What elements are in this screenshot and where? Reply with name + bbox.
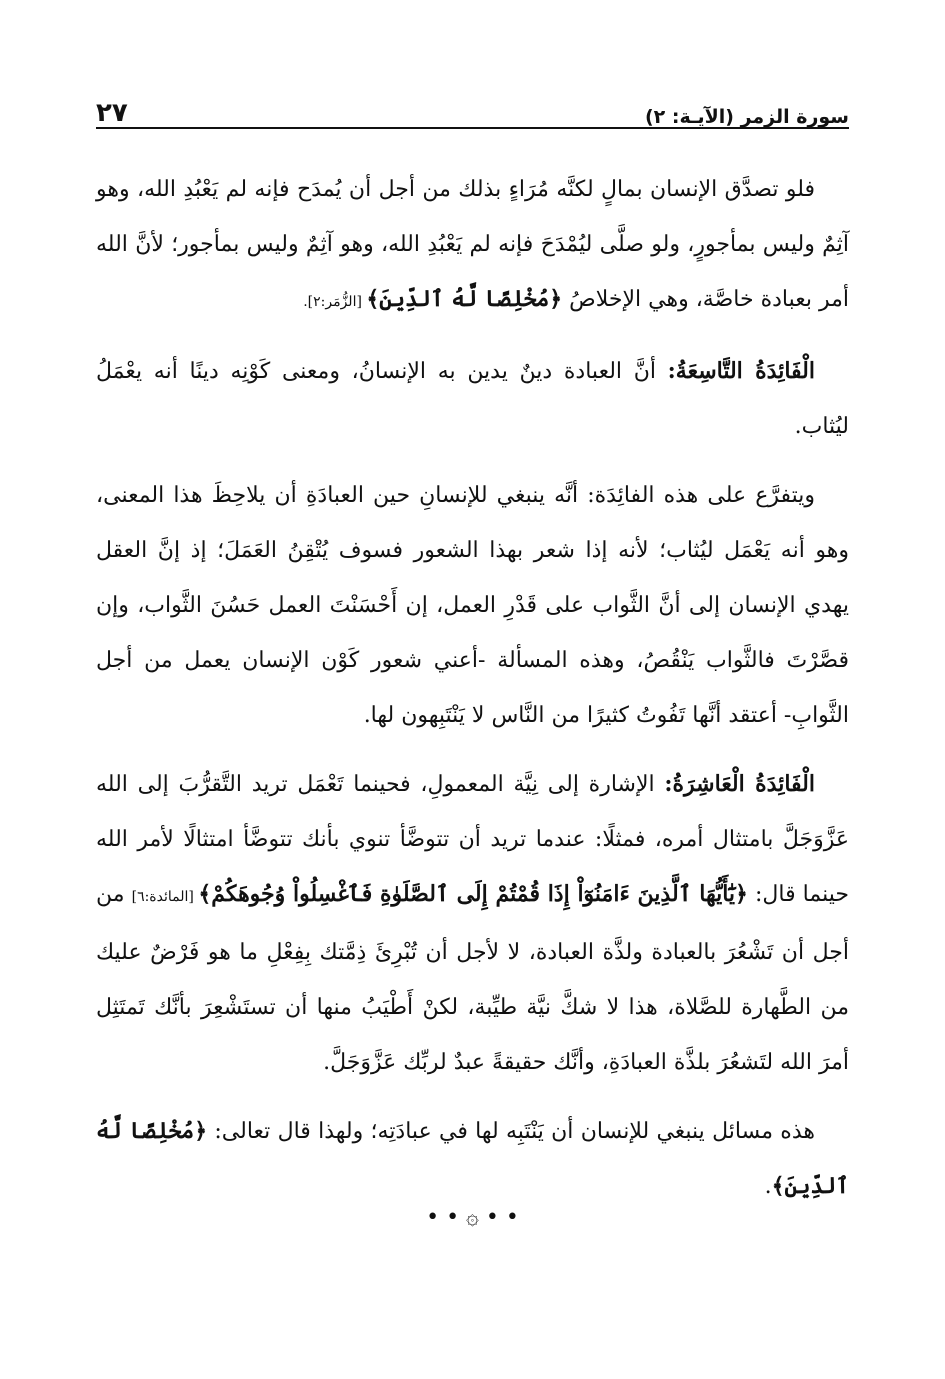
- benefit-heading-9: الْفَائِدَةُ التَّاسِعَةُ:: [667, 358, 815, 384]
- paragraph-4: [96, 757, 849, 1090]
- paragraph-2: [96, 344, 849, 454]
- quran-verse: ﴿مُخْلِصًا لَّهُ ٱلدِّينَ﴾: [96, 1118, 849, 1199]
- benefit-heading-10: الْفَائِدَةُ الْعَاشِرَةُ:: [664, 771, 815, 797]
- paragraph-text: هذه مسائل ينبغي للإنسان أن يَنْتَبِه لها في عبادَتِه؛ ولهذا قال تعالى:: [207, 1119, 815, 1144]
- section-ornament: • • ۞ • •: [426, 1205, 519, 1230]
- paragraph-text: الإشارة إلى نِيَّة المعمولِ، فحينما تَعْمَل تريد التَّقرُّبَ إلى الله عَزَّوَجَلَّ بامتثال أمره، فمثلًا: عندما تريد أن تتوضَّأ تنوي بأنك تتوضَّأ امتثالًا لأمر الله حينما قال:: [96, 772, 850, 907]
- paragraph-text: أنَّ العبادة دينٌ يدين به الإنسانُ، ومعنى كَوْنِه دينًا أنه يعْمَلُ ليُثاب.: [96, 359, 849, 439]
- quran-verse: ﴿يَٰٓأَيُّهَا ٱلَّذِينَ ءَامَنُوٓاْ إِذَا قُمْتُمْ إِلَى ٱلصَّلَوٰةِ فَٱغْسِلُواْ وُجُوهَكُمْ﴾: [198, 881, 748, 907]
- surah-title: سورة الزمر (الآيـة: ٢): [644, 106, 849, 128]
- page-header: [96, 94, 849, 128]
- paragraph-1: [96, 162, 849, 330]
- paragraph-end: .: [764, 1174, 772, 1199]
- verse-reference: [الزُّمَر:٢].: [303, 294, 367, 310]
- page-number: ٢٧: [96, 98, 128, 128]
- paragraph-text: ويتفرَّع على هذه الفائِدَة: أنَّه ينبغي للإنسانِ حين العبادَةِ أن يلاحِظَ هذا المعنى، وهو أنه يَعْمَل ليُثاب؛ لأنه إذا شعر بهذا الشعور فسوف يُتْقِنُ العَمَلَ؛ إذ إنَّ العقل يهدي الإنسان إلى أنَّ الثَّواب على قَدْرِ العمل، إن أَحْسَنْتَ العمل حَسُنَ الثَّواب، وإن قصَّرْتَ فالثَّواب يَنْقُصُ، وهذه المسألة -أعني شعور كَوْن الإنسان يعمل من أجل الثَّوابِ- أعتقد أنَّها تَفُوتُ كثيرًا من النَّاس لا يَنْتَبِهون لها.: [96, 483, 849, 728]
- verse-reference: [المائدة:٦]: [131, 889, 199, 905]
- paragraph-5: [96, 1104, 849, 1214]
- quran-verse: ﴿مُخْلِصًا لَّهُ ٱلدِّينَ﴾: [366, 286, 563, 312]
- paragraph-text: من أجل أن تَشْعُرَ بالعبادة ولذَّة العبادة، لا لأجل أن تُبْرِئَ ذِمَّتك بِفِعْلِ ما هو فَرْضٌ عليك من الطَّهارة للصَّلاة، هذا لا شكَّ نيَّة طيِّبة، لكنْ أَطْيَبُ منها أن تستَشْعِرَ بأنَّك تَمتَثِل أمرَ الله لتَشعُرَ بلذَّة العبادَةِ، وأنَّك حقيقةً عبدٌ لربِّك عَزَّوَجَلَّ.: [96, 882, 849, 1075]
- paragraph-text: فلو تصدَّق الإنسان بمالٍ لكنَّه مُرَاءٍ بذلك من أجل أن يُمدَح فإنه لم يَعْبُدِ الله، وهو آثِمٌ وليس بمأجورٍ، ولو صلَّى ليُمْدَحَ فإنه لم يَعْبُدِ الله، وهو آثِمٌ وليس بمأجور؛ لأنَّ الله أمر بعبادة خاصَّة، وهي الإخلاصُ: [96, 177, 849, 312]
- page-body: [96, 162, 849, 1228]
- paragraph-3: [96, 468, 849, 743]
- header-rule: [96, 127, 849, 129]
